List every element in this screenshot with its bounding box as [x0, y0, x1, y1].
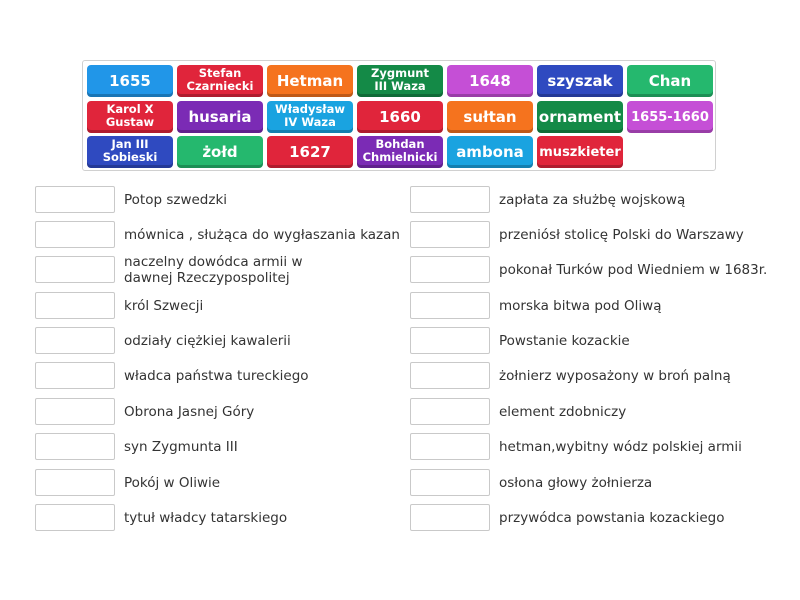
answer-tile[interactable]: 1648	[447, 65, 533, 97]
answer-tile[interactable]: Władysław IV Waza	[267, 101, 353, 133]
description-line: syn Zygmunta III	[124, 439, 238, 455]
description-line: Pokój w Oliwie	[124, 475, 221, 491]
drop-slot[interactable]	[410, 398, 490, 425]
answer-tile[interactable]: Bohdan Chmielnicki	[357, 136, 443, 168]
match-description	[124, 298, 203, 314]
match-description	[124, 192, 227, 208]
answer-tile[interactable]: ornament	[537, 101, 623, 133]
drop-slot[interactable]	[35, 186, 115, 213]
drop-slot[interactable]	[410, 433, 490, 460]
drop-slot[interactable]	[410, 292, 490, 319]
description-line: morska bitwa pod Oliwą	[499, 298, 662, 314]
match-description	[124, 404, 254, 420]
answer-tile[interactable]: szyszak	[537, 65, 623, 97]
drop-slot[interactable]	[410, 256, 490, 283]
description-line: element zdobniczy	[499, 404, 627, 420]
match-description	[499, 227, 744, 243]
match-description	[124, 333, 291, 349]
answer-tile-bank	[82, 60, 716, 171]
description-line: dawnej Rzeczypospolitej	[124, 270, 290, 286]
drop-slot[interactable]	[410, 221, 490, 248]
description-line: żołnierz wyposażony w broń palną	[499, 368, 731, 384]
match-description	[124, 510, 287, 526]
match-description	[499, 262, 767, 278]
answer-tile[interactable]: Jan III Sobieski	[87, 136, 173, 168]
answer-tile[interactable]: Chan	[627, 65, 713, 97]
drop-slot[interactable]	[35, 362, 115, 389]
match-description	[499, 439, 742, 455]
drop-slot[interactable]	[410, 504, 490, 531]
answer-tile[interactable]: żołd	[177, 136, 263, 168]
description-line: król Szwecji	[124, 298, 204, 314]
drop-slot[interactable]	[35, 327, 115, 354]
drop-slot[interactable]	[35, 504, 115, 531]
description-line: hetman,wybitny wódz polskiej armii	[499, 439, 742, 455]
description-line: pokonał Turków pod Wiedniem w 1683r.	[499, 262, 768, 278]
drop-slot[interactable]	[410, 362, 490, 389]
match-description	[499, 475, 652, 491]
answer-tile[interactable]: husaria	[177, 101, 263, 133]
description-line: przywódca powstania kozackiego	[499, 510, 725, 526]
match-description	[499, 510, 724, 526]
match-description	[499, 298, 662, 314]
description-line: Powstanie kozackie	[499, 333, 630, 349]
match-description	[124, 439, 238, 455]
drop-slot[interactable]	[410, 469, 490, 496]
match-description	[124, 227, 400, 243]
description-line: władca państwa tureckiego	[124, 368, 309, 384]
drop-slot[interactable]	[35, 398, 115, 425]
match-description	[124, 254, 303, 286]
answer-tile[interactable]: 1655-1660	[627, 101, 713, 133]
answer-tile[interactable]: Hetman	[267, 65, 353, 97]
match-description	[499, 333, 630, 349]
description-line: naczelny dowódca armii w	[124, 254, 303, 270]
answer-tile[interactable]: 1627	[267, 136, 353, 168]
answer-tile[interactable]: ambona	[447, 136, 533, 168]
description-line: Potop szwedzki	[124, 192, 228, 208]
match-description	[499, 368, 731, 384]
drop-slot[interactable]	[35, 469, 115, 496]
drop-slot[interactable]	[35, 433, 115, 460]
description-line: osłona głowy żołnierza	[499, 475, 653, 491]
match-description	[124, 475, 220, 491]
match-description	[124, 368, 309, 384]
answer-tile[interactable]: 1660	[357, 101, 443, 133]
description-line: mównica , służąca do wygłaszania kazan	[124, 227, 400, 243]
description-line: zapłata za służbę wojskową	[499, 192, 686, 208]
description-line: tytuł władcy tatarskiego	[124, 510, 288, 526]
answer-tile[interactable]: muszkieter	[537, 136, 623, 168]
drop-slot[interactable]	[410, 186, 490, 213]
description-line: Obrona Jasnej Góry	[124, 404, 255, 420]
drop-slot[interactable]	[35, 292, 115, 319]
drop-slot[interactable]	[35, 221, 115, 248]
answer-tile[interactable]: 1655	[87, 65, 173, 97]
drop-slot[interactable]	[35, 256, 115, 283]
description-line: przeniósł stolicę Polski do Warszawy	[499, 227, 744, 243]
match-description	[499, 404, 626, 420]
match-description	[499, 192, 685, 208]
answer-tile[interactable]: Zygmunt III Waza	[357, 65, 443, 97]
description-line: odziały ciężkiej kawalerii	[124, 333, 291, 349]
answer-tile[interactable]: Stefan Czarniecki	[177, 65, 263, 97]
drop-slot[interactable]	[410, 327, 490, 354]
answer-tile[interactable]: Karol X Gustaw	[87, 101, 173, 133]
answer-tile[interactable]: sułtan	[447, 101, 533, 133]
